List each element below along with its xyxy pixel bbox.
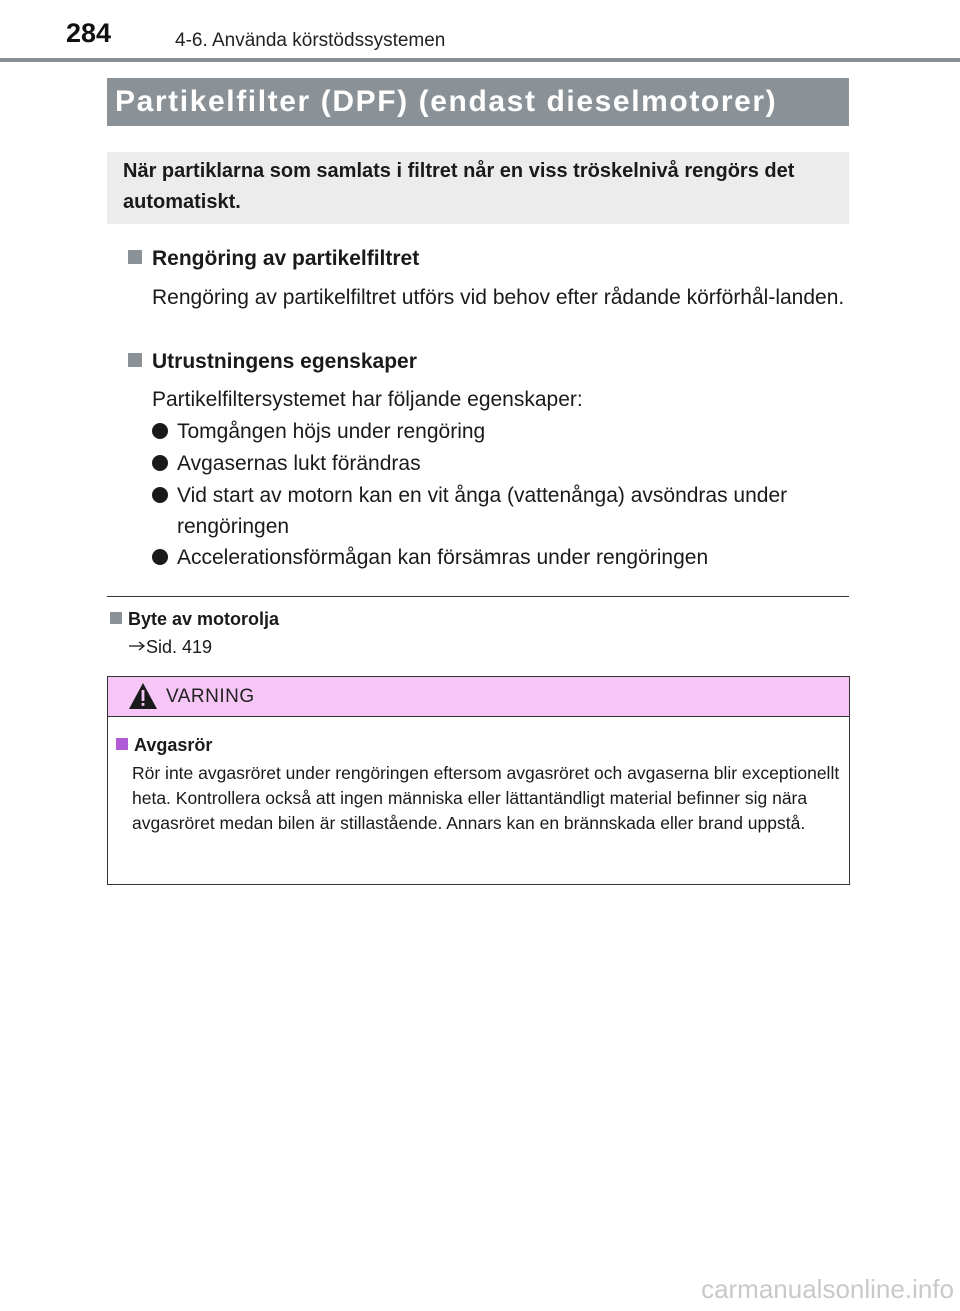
list-item-text: Avgasernas lukt förändras <box>177 452 421 475</box>
page-number: 284 <box>66 18 112 48</box>
summary-box <box>107 152 849 224</box>
page-reference[interactable] <box>128 637 212 658</box>
warning-text: Rör inte avgasröret under rengöringen eftersom avgasröret och avgaserna blir exceptionellt heta. Kontrollera också att ingen människa eller lättantändligt material befinner sig nära avgasröret medan bilen är stillastående. Annars kan en brännskada eller brand uppstå. <box>132 763 840 833</box>
list-item-text: Accelerationsförmågan kan försämras under rengöringen <box>177 546 709 569</box>
bullet-dot-icon <box>152 423 168 439</box>
list-item <box>152 416 852 447</box>
bullet-dot-icon <box>152 487 168 503</box>
arrow-right-icon <box>128 640 146 652</box>
list-item-text: Tomgången höjs under rengöring <box>177 420 486 443</box>
oil-change-heading-text: Byte av motorolja <box>128 609 280 629</box>
watermark: carmanualsonline.info <box>701 1274 954 1304</box>
oil-change-heading <box>110 609 279 630</box>
features-heading-text: Utrustningens egenskaper <box>152 350 417 373</box>
cleaning-text: Rengöring av partikelfiltret utförs vid behov efter rådande körförhål-landen. <box>152 286 845 309</box>
section-divider <box>107 596 849 597</box>
warning-header <box>108 677 849 717</box>
page-reference-text[interactable]: Sid. 419 <box>146 637 213 657</box>
square-bullet-icon <box>110 612 122 624</box>
header-rule <box>0 58 960 62</box>
features-heading <box>128 350 417 374</box>
square-bullet-icon <box>128 353 142 367</box>
list-item <box>152 480 852 542</box>
list-item-text: Vid start av motorn kan en vit ånga (vattenånga) avsöndras under rengöringen <box>177 484 788 538</box>
summary-text: När partiklarna som samlats i filtret når en viss tröskelnivå rengörs det automatiskt. <box>123 160 795 213</box>
square-bullet-icon <box>128 250 142 264</box>
warning-heading-text: Avgasrör <box>134 735 213 755</box>
square-bullet-icon <box>116 738 128 750</box>
warning-label: VARNING <box>166 686 255 707</box>
warning-box <box>107 676 850 885</box>
list-item <box>152 448 852 479</box>
section-title: Partikelfilter (DPF) (endast dieselmotorer) <box>107 78 849 126</box>
chapter-title: 4-6. Använda körstödssystemen <box>175 30 446 51</box>
bullet-dot-icon <box>152 549 168 565</box>
features-intro: Partikelfiltersystemet har följande egenskaper: <box>152 388 583 411</box>
warning-heading <box>116 735 212 756</box>
bullet-dot-icon <box>152 455 168 471</box>
cleaning-heading <box>128 247 419 271</box>
warning-triangle-icon <box>128 682 158 710</box>
cleaning-heading-text: Rengöring av partikelfiltret <box>152 247 420 270</box>
list-item <box>152 542 852 573</box>
